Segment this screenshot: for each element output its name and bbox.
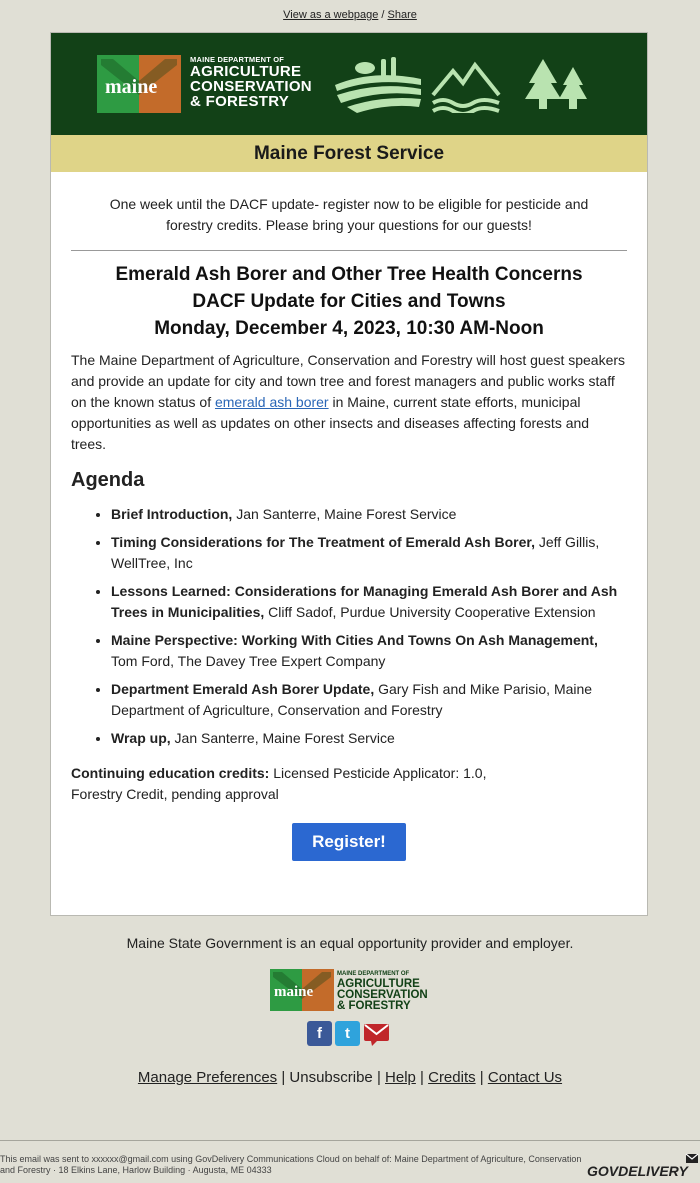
agenda-item-title: Timing Considerations for The Treatment of Emerald Ash Borer, <box>111 534 535 550</box>
description-text-1: The Maine Department of Agriculture, Conservation and Forestry will host guest speakers and provide an update for city and town tree and forest managers and public works staff on the known status of <box>71 352 626 410</box>
credits-line-2: Forestry Credit, pending approval <box>71 786 279 802</box>
footer-logo-dept: MAINE DEPARTMENT OF <box>337 971 410 977</box>
agenda-item <box>111 630 627 672</box>
agenda-item-title: Maine Perspective: Working With Cities And Towns On Ash Management, <box>111 632 598 648</box>
section-title-bar: Maine Forest Service <box>51 135 647 172</box>
credits-info <box>71 763 627 805</box>
footer-logo-cons: CONSERVATION <box>337 989 428 1001</box>
dacf-logo-mark <box>97 55 187 113</box>
agenda-item <box>111 728 627 749</box>
register-wrap <box>51 823 647 861</box>
footer-logo-agri: AGRICULTURE <box>337 978 420 990</box>
logo-dept-line: MAINE DEPARTMENT OF <box>190 55 285 64</box>
contact-us-link[interactable]: Contact Us <box>487 1069 563 1086</box>
govdelivery-text: GOVDELIVERY <box>587 1163 688 1179</box>
agenda-item <box>111 581 627 623</box>
credits-link[interactable]: Credits <box>428 1069 476 1086</box>
footer-sep: | <box>415 1069 429 1086</box>
govdelivery-logo <box>587 1154 699 1182</box>
unsubscribe-link[interactable]: Unsubscribe <box>289 1069 373 1086</box>
equal-opportunity-text: Maine State Government is an equal opportunity provider and employer. <box>126 935 574 951</box>
twitter-icon[interactable]: t <box>335 1021 360 1046</box>
credits-label: Continuing education credits: <box>71 765 270 781</box>
divider <box>71 250 627 251</box>
mountains-water-icon <box>433 65 499 113</box>
footer-divider <box>0 1140 700 1141</box>
headline-line-2: DACF Update for Cities and Towns <box>192 291 506 312</box>
footer-sep: | <box>277 1069 290 1086</box>
register-button[interactable]: Register! <box>292 823 406 861</box>
social-links <box>307 1021 390 1046</box>
footer-dacf-logo <box>270 969 432 1011</box>
logo-agriculture: AGRICULTURE <box>190 62 302 80</box>
email-share-icon[interactable] <box>363 1021 390 1046</box>
email-card <box>50 32 648 916</box>
farm-fields-icon <box>335 57 421 113</box>
agenda-item <box>111 679 627 721</box>
intro-text: One week until the DACF update- register now to be eligible for pesticide and forestry credits. Please bring your questions for our guests! <box>109 196 589 233</box>
help-link[interactable]: Help <box>385 1069 416 1086</box>
footer-logo-word: maine <box>274 984 314 1000</box>
event-headline <box>51 261 647 342</box>
agenda-item-speaker: Jeff Gillis, WellTree, Inc <box>111 534 600 571</box>
banner-icons <box>333 55 598 113</box>
logo-forestry: & FORESTRY <box>190 92 290 110</box>
agenda-list <box>71 504 627 749</box>
description-text-2: in Maine, current state efforts, municipal opportunities as well as updates on other insects and diseases affecting forests and trees. <box>71 394 590 452</box>
logo-conservation: CONSERVATION <box>190 77 312 95</box>
agenda-item-speaker: Jan Santerre, Maine Forest Service <box>170 730 395 746</box>
agenda-item-title: Wrap up, <box>111 730 171 746</box>
manage-preferences-link[interactable]: Manage Preferences <box>137 1069 278 1086</box>
dacf-logo-text <box>190 56 312 109</box>
facebook-icon[interactable]: f <box>307 1021 332 1046</box>
footer-logo-forestry: & FORESTRY <box>337 1000 411 1011</box>
pine-trees-icon <box>525 59 587 109</box>
logo-word: maine <box>105 76 158 98</box>
headline-line-1: Emerald Ash Borer and Other Tree Health Concerns <box>115 264 583 285</box>
agenda-item-speaker: Gary Fish and Mike Parisio, Maine Department of Agriculture, Conservation and Forestry <box>111 681 593 718</box>
agenda-item-speaker: Tom Ford, The Davey Tree Expert Company <box>111 653 386 669</box>
agenda-item-speaker: Jan Santerre, Maine Forest Service <box>232 506 457 522</box>
legal-text: This email was sent to xxxxxx@gmail.com using GovDelivery Communications Cloud on behalf of: Maine Department of Agriculture, Conservation and Forestry · 18 Elkins Lane, Harlow Building · Augusta, ME 04333 <box>0 1154 582 1175</box>
footer-sep: | <box>372 1069 386 1086</box>
agenda-item <box>111 504 627 525</box>
headline-line-3: Monday, December 4, 2023, 10:30 AM-Noon <box>154 318 544 339</box>
agenda-item-title: Department Emerald Ash Borer Update, <box>111 681 375 697</box>
top-links-separator: / <box>378 9 388 21</box>
event-description <box>71 350 627 455</box>
emerald-ash-borer-link[interactable]: emerald ash borer <box>214 394 329 410</box>
agenda-item-speaker: Cliff Sadof, Purdue University Cooperative Extension <box>264 604 596 620</box>
agenda-heading: Agenda <box>71 469 145 491</box>
share-link[interactable]: Share <box>387 9 417 21</box>
footer-links <box>0 1069 700 1086</box>
view-as-webpage-link[interactable]: View as a webpage <box>283 9 379 21</box>
credits-line-1: Licensed Pesticide Applicator: 1.0, <box>269 765 487 781</box>
top-links <box>0 9 700 21</box>
footer-sep: | <box>475 1069 488 1086</box>
agenda-item-title: Lessons Learned: Considerations for Managing Emerald Ash Borer and Ash Trees in Municipalities, <box>111 583 618 620</box>
agenda-item <box>111 532 627 574</box>
header-banner <box>51 33 647 135</box>
agenda-item-title: Brief Introduction, <box>111 506 233 522</box>
